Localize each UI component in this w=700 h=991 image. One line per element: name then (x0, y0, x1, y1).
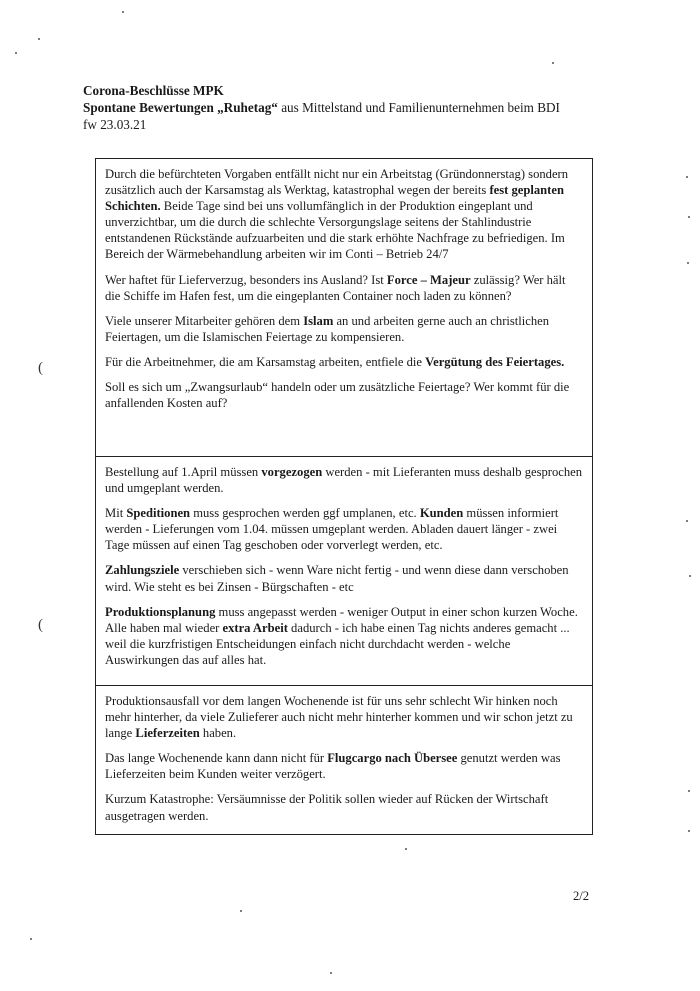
scan-speck (240, 910, 242, 912)
scan-speck (687, 262, 689, 264)
text: genutzt werden was Lieferzeiten beim Kunden weiter verzögert. (105, 751, 561, 782)
bold-text: Flugcargo nach Übersee (327, 751, 458, 766)
paragraph (105, 313, 584, 345)
text: Viele unserer Mitarbeiter gehören dem (105, 313, 304, 328)
text: haben. (199, 726, 237, 741)
text: Produktionsausfall vor dem langen Wochenende ist für uns sehr schlecht Wir hinken noch mehr hinterher, da viele Zulieferer auch nicht mehr hinterher kommen und wir schon jetzt zu lange (105, 694, 573, 741)
text: Durch die befürchteten Vorgaben entfällt nicht nur ein Arbeitstag (Gründonnerstag) sondern zusätzlich auch der Karsamstag als Werktag, katastrophal wegen der bereits (105, 167, 569, 198)
text: an und arbeiten gerne auch an christlichen Feiertagen, um die Islamischen Feiertage zu kompensieren. (105, 313, 550, 344)
paragraph (105, 562, 584, 594)
scan-speck (688, 790, 690, 792)
text: muss angepasst werden - weniger Output in einer schon kurzen Woche. Alle haben mal wieder (105, 604, 578, 635)
paragraph (105, 166, 584, 263)
scan-speck (15, 52, 17, 54)
paragraph (105, 272, 584, 304)
bold-text: Produktionsplanung (105, 604, 216, 619)
paragraph (105, 604, 584, 668)
margin-mark: ( (38, 360, 43, 376)
text: dadurch - ich habe einen Tag nichts anderes gemacht ... weil die kurzfristigen Entscheidungen einfach nicht durchdacht werden - welche Auswirkungen das auf alles hat. (105, 620, 570, 667)
bold-text: Speditionen (126, 506, 191, 521)
paragraph (105, 464, 584, 496)
bold-text: Kunden (419, 506, 464, 521)
scan-speck (686, 176, 688, 178)
scan-speck (686, 520, 688, 522)
feedback-box-3 (95, 685, 593, 835)
text: verschieben sich - wenn Ware nicht fertig - und wenn diese dann verschoben wird. Wie steht es bei Zinsen - Bürgschaften - etc (105, 563, 569, 594)
scan-speck (688, 216, 690, 218)
paragraph (105, 693, 584, 741)
bold-text: Islam (303, 313, 334, 328)
page-number: 2/2 (573, 889, 590, 903)
text: Das lange Wochenende kann dann nicht für (105, 751, 328, 766)
bold-text: vorgezogen (261, 465, 323, 479)
header-subtitle-rest: aus Mittelstand und Familienunternehmen beim BDI (277, 100, 560, 115)
text: Mit (105, 506, 127, 521)
paragraph (105, 354, 584, 370)
text: Wer haftet für Lieferverzug, besonders ins Ausland? Ist (105, 272, 387, 287)
paragraph: Kurzum Katastrophe: Versäumnisse der Politik sollen wieder auf Rücken der Wirtschaft ausgetragen werden. (105, 792, 549, 823)
text: Für die Arbeitnehmer, die am Karsamstag arbeiten, entfiele die (105, 354, 426, 369)
paragraph (105, 505, 584, 553)
header-title: Corona-Beschlüsse MPK (83, 83, 224, 98)
feedback-box-2 (95, 456, 593, 685)
text: Beide Tage sind bei uns vollumfänglich in der Produktion eingeplant und unverzichtbar, um die durch die schlechte Versorgungslage seitens der Stahlindustrie entstandenen Rückstände aufzuarbeiten und die stark erhöhte Nachfrage zu befriedigen. Im Bereich der Wärmebehandlung arbeiten wir im Conti – Betrieb 24/7 (105, 199, 565, 262)
paragraph (105, 750, 584, 782)
header-subtitle-bold: Spontane Bewertungen „Ruhetag“ (83, 100, 278, 115)
bold-text: fest geplanten Schichten. (105, 183, 564, 214)
scan-speck (30, 938, 32, 940)
scan-speck (688, 830, 690, 832)
bold-text: Vergütung des Feiertages. (425, 354, 565, 369)
document-header (83, 82, 560, 133)
bold-text: extra Arbeit (222, 620, 288, 635)
feedback-box-1 (95, 158, 593, 456)
bold-text: Zahlungsziele (105, 563, 180, 578)
scan-speck (330, 972, 332, 974)
text: zulässig? Wer hält die Schiffe im Hafen fest, um die eingeplanten Container noch laden zu können? (105, 272, 566, 303)
header-date: fw 23.03.21 (83, 117, 147, 132)
scan-speck (552, 62, 554, 64)
header-subtitle (83, 99, 560, 116)
text: müssen informiert werden - Lieferungen vom 1.04. müssen umgeplant werden. Abladen dauert länger - zwei Tage müssen auf einen Tag geschoben oder vorverlegt werden, etc. (105, 506, 559, 553)
scan-speck (122, 11, 124, 13)
margin-mark: ( (38, 617, 43, 633)
text: Bestellung auf 1.April müssen (105, 465, 262, 479)
text: muss gesprochen werden ggf umplanen, etc. (190, 506, 420, 521)
bold-text: Force – Majeur (386, 272, 471, 287)
paragraph: Soll es sich um „Zwangsurlaub“ handeln oder um zusätzliche Feiertage? Wer kommt für die anfallenden Kosten auf? (105, 380, 570, 411)
bold-text: Lieferzeiten (135, 726, 200, 741)
text: werden - mit Lieferanten muss deshalb gesprochen und umgeplant werden. (105, 465, 583, 496)
scan-speck (689, 575, 691, 577)
scan-speck (38, 38, 40, 40)
scan-speck (405, 848, 407, 850)
